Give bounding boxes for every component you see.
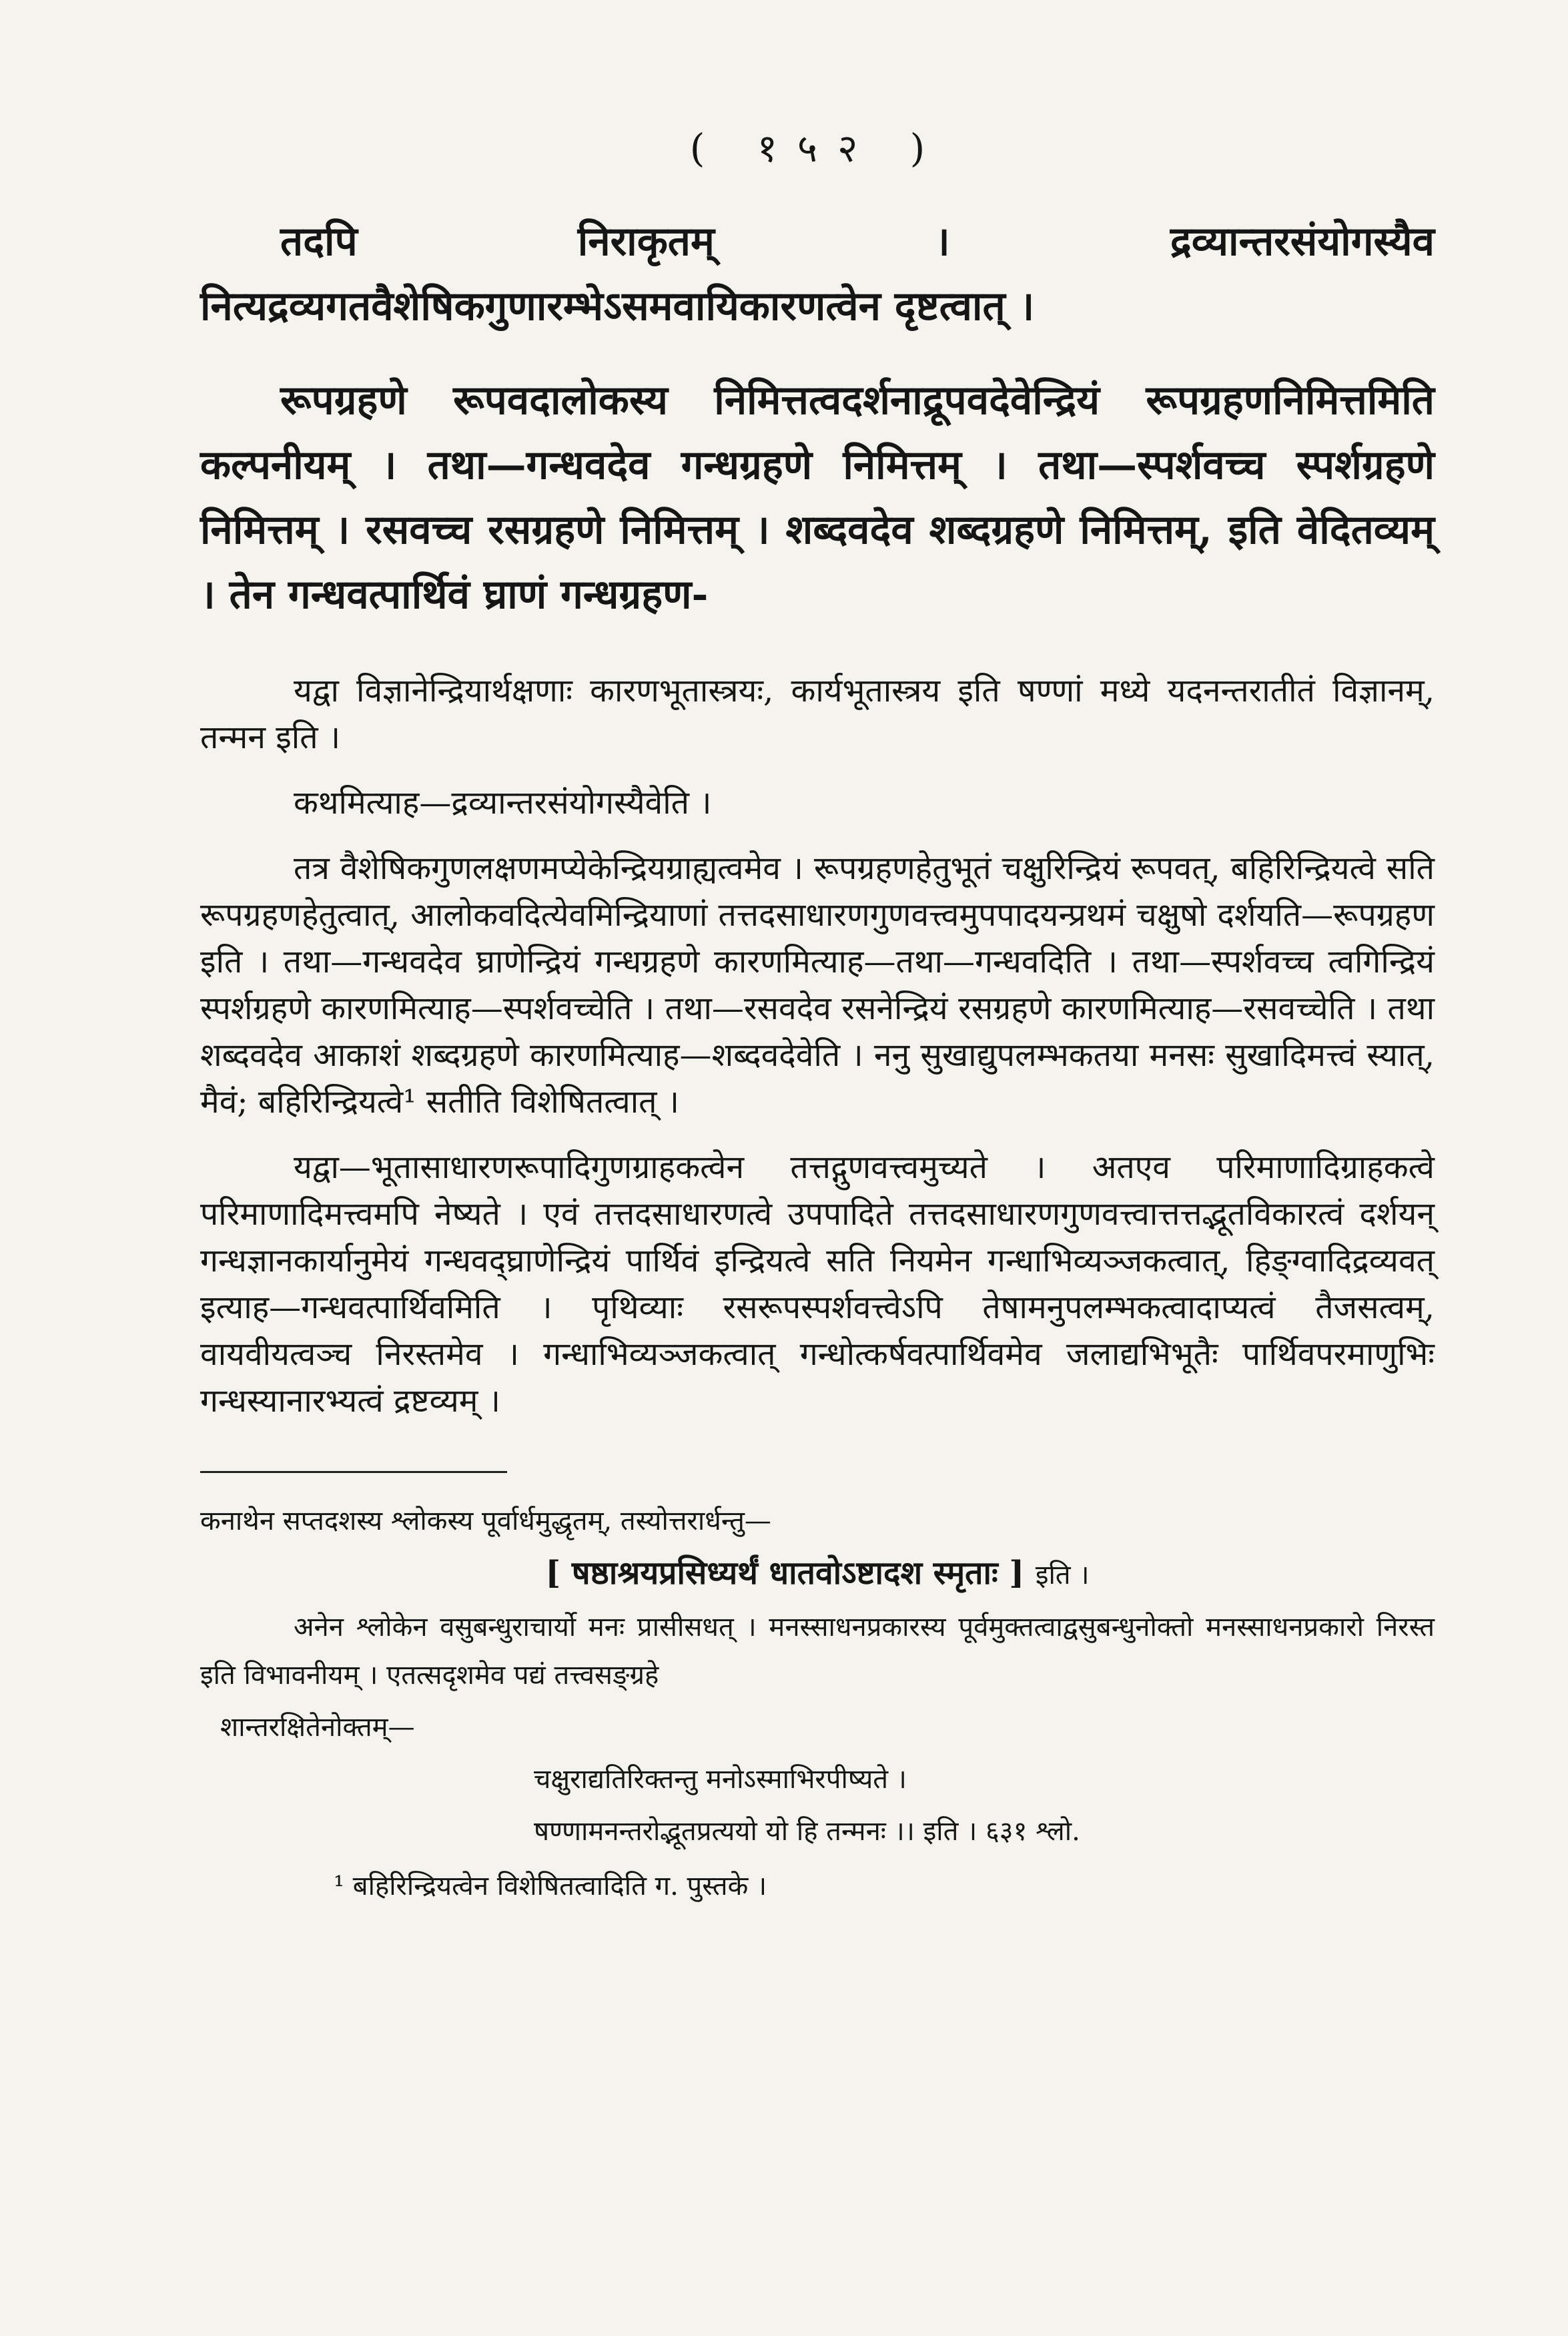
quoted-verse-iti: इति । bbox=[1035, 1560, 1090, 1590]
main-paragraph: रूपग्रहणे रूपवदालोकस्य निमित्तत्वदर्शनाद्रूपवदेवेन्द्रियं रूपग्रहणनिमित्तमिति कल्पनीयम् । तथा—गन्धवदेव गन्धग्रहणे निमित्तम् । तथा—स्पर्शवच्च स्पर्शग्रहणे निमित्तम् । रसवच्च रसग्रहणे निमित्तम् । शब्दवदेव शब्दग्रहणे निमित्तम्, इति वेदितव्यम् । तेन गन्धवत्पार्थिवं घ्राणं गन्धग्रहण- bbox=[200, 377, 1435, 618]
footnote-line: शान्तरक्षितेनोक्तम्— bbox=[220, 1712, 415, 1743]
commentary bbox=[200, 667, 1435, 1424]
footnote-divider bbox=[200, 1471, 507, 1473]
footnote-line: अनेन श्लोकेन वसुबन्धुराचार्यो मनः प्रासीसधत् । मनस्साधनप्रकारस्य पूर्वमुक्तत्वाद्वसुबन्धुनोक्तो मनस्साधनप्रकारो निरस्त इति विभावनीयम् । एतत्सदृशमेव पद्यं तत्त्वसङ्ग्रहे bbox=[200, 1612, 1435, 1691]
quoted-verse-text: [ षष्ठाश्रयप्रसिध्यर्थं धातवोऽष्टादश स्मृताः ] bbox=[545, 1554, 1025, 1592]
footnote-line: कनाथेन सप्तदशस्य श्लोकस्य पूर्वार्धमुद्धृतम्, तस्योत्तरार्धन्तु— bbox=[200, 1506, 771, 1536]
commentary-paragraph: यद्वा विज्ञानेन्द्रियार्थक्षणाः कारणभूतास्त्रयः, कार्यभूतास्त्रय इति षण्णां मध्ये यदनन्तरातीतं विज्ञानम्, तन्मन इति । bbox=[200, 672, 1435, 756]
quoted-verse bbox=[200, 1549, 1435, 1599]
footnote-verse: षण्णामनन्तरोद्भूतप्रत्ययो यो हि तन्मनः ।। इति । ६३१ श्लो. bbox=[534, 1816, 1080, 1847]
footnotes bbox=[200, 1497, 1435, 1910]
page-number: ( १५२ ) bbox=[689, 125, 945, 171]
footnote-verse: चक्षुराद्यतिरिक्तन्तु मनोऽस्माभिरपीष्यते । bbox=[534, 1764, 907, 1795]
page bbox=[200, 120, 1435, 1914]
main-text bbox=[200, 210, 1435, 627]
commentary-paragraph: कथमित्याह—द्रव्यान्तरसंयोगस्यैवेति । bbox=[294, 784, 712, 822]
commentary-paragraph: तत्र वैशेषिकगुणलक्षणमप्येकेन्द्रियग्राह्यत्वमेव । रूपग्रहणहेतुभूतं चक्षुरिन्द्रियं रूपवत्, बहिरिन्द्रियत्वे सति रूपग्रहणहेतुत्वात्, आलोकवदित्येवमिन्द्रियाणां तत्तदसाधारणगुणवत्त्वमुपपादयन्प्रथमं चक्षुषो दर्शयति—रूपग्रहण इति । तथा—गन्धवदेव घ्राणेन्द्रियं गन्धग्रहणे कारणमित्याह—तथा—गन्धवदिति । तथा—स्पर्शवच्च त्वगिन्द्रियं स्पर्शग्रहणे कारणमित्याह—स्पर्शवच्चेति । तथा—रसवदेव रसनेन्द्रियं रसग्रहणे कारणमित्याह—रसवच्चेति । तथा शब्दवदेव आकाशं शब्दग्रहणे कारणमित्याह—शब्दवदेवेति । ननु सुखाद्युपलम्भकतया मनसः सुखादिमत्त्वं स्यात्, मैवं; बहिरिन्द्रियत्वे¹ सतीति विशेषितत्वात् । bbox=[200, 850, 1435, 1121]
footnote-note: ¹ बहिरिन्द्रियत्वेन विशेषितत्वादिति ग. पुस्तके । bbox=[334, 1871, 767, 1902]
commentary-paragraph: यद्वा—भूतासाधारणरूपादिगुणग्राहकत्वेन तत्तद्गुणवत्त्वमुच्यते । अतएव परिमाणादिग्राहकत्वे परिमाणादिमत्त्वमपि नेष्यते । एवं तत्तदसाधारणत्वे उपपादिते तत्तदसाधारणगुणवत्त्वात्तत्तद्भूतविकारत्वं दर्शयन् गन्धज्ञानकार्यानुमेयं गन्धवद्घ्राणेन्द्रियं पार्थिवं इन्द्रियत्वे सति नियमेन गन्धाभिव्यञ्जकत्वात्, हिङ्ग्वादिद्रव्यवत् इत्याह—गन्धवत्पार्थिवमिति । पृथिव्याः रसरूपस्पर्शवत्त्वेऽपि तेषामनुपलम्भकत्वादाप्यत्वं तैजसत्वम्, वायवीयत्वञ्च निरस्तमेव । गन्धाभिव्यञ्जकत्वात् गन्धोत्कर्षवत्पार्थिवमेव जलाद्यभिभूतैः पार्थिवपरमाणुभिः गन्धस्यानारभ्यत्वं द्रष्टव्यम् । bbox=[200, 1149, 1435, 1420]
main-paragraph: तदपि निराकृतम् । द्रव्यान्तरसंयोगस्यैव नित्यद्रव्यगतवैशेषिकगुणारम्भेऽसमवायिकारणत्वेन दृष्टत्वात् । bbox=[200, 218, 1435, 330]
